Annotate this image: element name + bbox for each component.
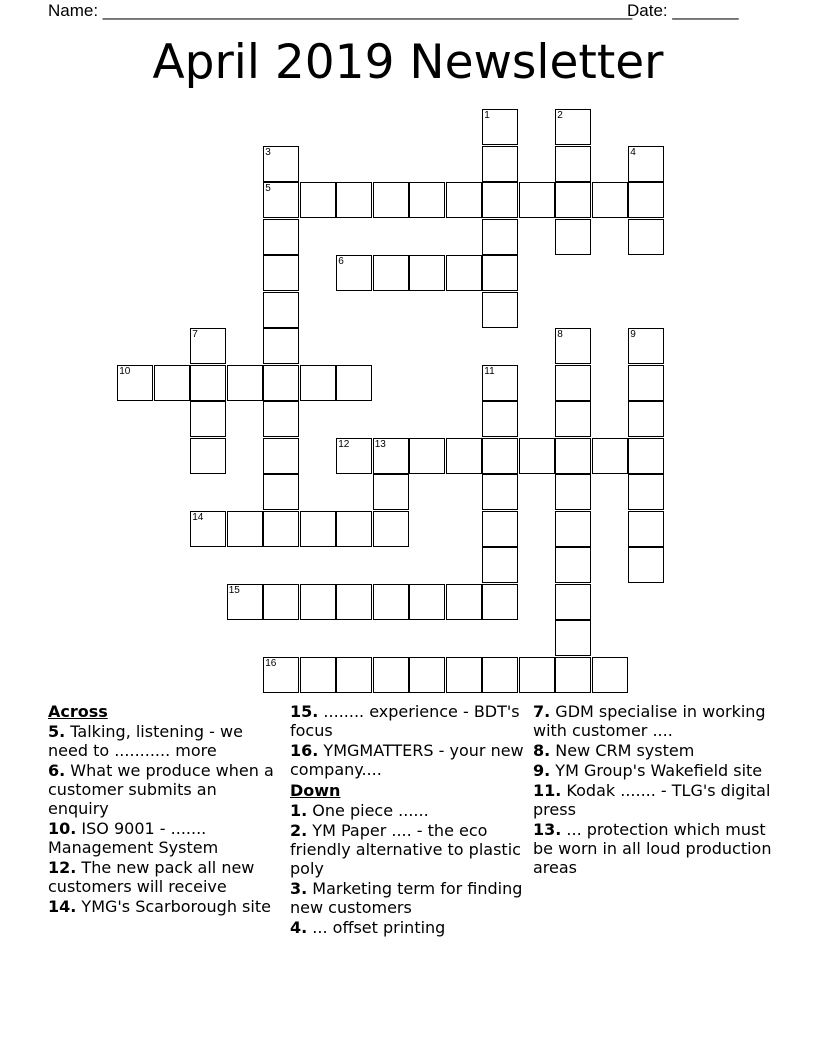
grid-cell[interactable] (482, 547, 518, 583)
name-field: Name: ________________________________________________________ (48, 1, 633, 20)
down-clue-list-continued (533, 702, 783, 877)
page-title: April 2019 Newsletter (152, 35, 664, 90)
down-heading: Down (290, 781, 341, 800)
clue (290, 918, 525, 937)
grid-cell[interactable] (628, 438, 664, 474)
grid-cell[interactable] (263, 146, 299, 182)
clue-number: 2 (557, 110, 563, 122)
grid-cell[interactable] (190, 511, 226, 547)
clue-number-label: 4. (290, 918, 308, 937)
grid-cell[interactable] (373, 657, 409, 693)
clue (48, 819, 280, 857)
grid-cell[interactable] (190, 401, 226, 437)
grid-cell[interactable] (482, 255, 518, 291)
grid-cell[interactable] (519, 438, 555, 474)
date-field: Date: _______ (627, 1, 739, 20)
grid-cell[interactable] (373, 438, 409, 474)
clue-text: New CRM system (550, 741, 695, 760)
grid-cell[interactable] (482, 657, 518, 693)
grid-cell[interactable] (628, 474, 664, 510)
grid-cell[interactable] (555, 547, 591, 583)
grid-cell[interactable] (628, 219, 664, 255)
grid-cell[interactable] (409, 657, 445, 693)
clue (533, 702, 783, 740)
grid-cell[interactable] (555, 438, 591, 474)
clue-number-label: 11. (533, 781, 562, 800)
grid-cell[interactable] (227, 511, 263, 547)
clue-number-label: 13. (533, 820, 562, 839)
grid-cell[interactable] (336, 511, 372, 547)
grid-cell[interactable] (592, 438, 628, 474)
grid-cell[interactable] (519, 657, 555, 693)
grid-cell[interactable] (592, 182, 628, 218)
clue-number-label: 2. (290, 821, 308, 840)
clue-number: 11 (484, 365, 495, 377)
grid-cell[interactable] (227, 584, 263, 620)
grid-cell[interactable] (190, 365, 226, 401)
clue-number: 14 (192, 511, 204, 523)
clue-number-label: 3. (290, 879, 308, 898)
clue (290, 821, 525, 878)
grid-cell[interactable] (628, 401, 664, 437)
clue-number: 13 (374, 438, 386, 450)
clue-text: Kodak ....... - TLG's digital press (533, 781, 771, 819)
grid-cell[interactable] (555, 401, 591, 437)
grid-cell[interactable] (190, 328, 226, 364)
grid-cell[interactable] (190, 438, 226, 474)
grid-cell[interactable] (628, 365, 664, 401)
grid-cell[interactable] (409, 584, 445, 620)
clue-number-label: 10. (48, 819, 77, 838)
clue (533, 761, 783, 780)
grid-cell[interactable] (482, 438, 518, 474)
grid-cell[interactable] (373, 584, 409, 620)
grid-cell[interactable] (628, 547, 664, 583)
grid-cell[interactable] (409, 255, 445, 291)
clue (48, 761, 280, 818)
grid-cell[interactable] (336, 438, 372, 474)
clue-number: 6 (338, 256, 344, 268)
grid-cell[interactable] (373, 182, 409, 218)
across-clue-list-continued (290, 702, 525, 779)
clue-text: YM Paper .... - the eco friendly alternative to plastic poly (290, 821, 521, 878)
clue-text: The new pack all new customers will receive (48, 858, 255, 896)
grid-cell[interactable] (373, 255, 409, 291)
grid-cell[interactable] (519, 182, 555, 218)
clue-text: One piece ...... (307, 801, 429, 820)
grid-cell[interactable] (300, 584, 336, 620)
clues-column-3 (533, 702, 783, 878)
clue-text: ... protection which must be worn in all loud production areas (533, 820, 772, 877)
grid-cell[interactable] (482, 365, 518, 401)
clue (48, 722, 280, 760)
grid-cell[interactable] (154, 365, 190, 401)
grid-cell[interactable] (446, 584, 482, 620)
clue-text: What we produce when a customer submits an enquiry (48, 761, 274, 818)
grid-cell[interactable] (227, 365, 263, 401)
grid-cell[interactable] (446, 182, 482, 218)
grid-cell[interactable] (300, 511, 336, 547)
grid-cell[interactable] (446, 657, 482, 693)
clue-text: ... offset printing (307, 918, 446, 937)
grid-cell[interactable] (482, 292, 518, 328)
clue-number-label: 12. (48, 858, 77, 877)
grid-cell[interactable] (555, 584, 591, 620)
grid-cell[interactable] (409, 438, 445, 474)
clue-number: 5 (265, 183, 271, 195)
grid-cell[interactable] (373, 474, 409, 510)
grid-cell[interactable] (555, 182, 591, 218)
clue-number-label: 16. (290, 741, 319, 760)
clue-text: GDM specialise in working with customer .... (533, 702, 766, 740)
grid-cell[interactable] (446, 255, 482, 291)
clue-number: 16 (265, 657, 277, 669)
across-clue-list (48, 722, 280, 916)
clue-number: 12 (338, 438, 350, 450)
clue-number: 1 (484, 110, 490, 122)
clue-number-label: 7. (533, 702, 551, 721)
grid-cell[interactable] (263, 255, 299, 291)
grid-cell[interactable] (300, 365, 336, 401)
clue-number-label: 9. (533, 761, 551, 780)
grid-cell[interactable] (263, 474, 299, 510)
grid-cell[interactable] (555, 219, 591, 255)
grid-cell[interactable] (336, 255, 372, 291)
grid-cell[interactable] (300, 182, 336, 218)
grid-cell[interactable] (263, 438, 299, 474)
grid-cell[interactable] (263, 219, 299, 255)
grid-cell[interactable] (555, 146, 591, 182)
clue-number-label: 1. (290, 801, 308, 820)
grid-cell[interactable] (555, 511, 591, 547)
clue (533, 820, 783, 877)
grid-cell[interactable] (263, 182, 299, 218)
clue-number: 4 (630, 146, 636, 158)
grid-cell[interactable] (482, 584, 518, 620)
clue-number: 3 (265, 146, 271, 158)
grid-cell[interactable] (482, 401, 518, 437)
clue (290, 879, 525, 917)
grid-cell[interactable] (373, 511, 409, 547)
clue (533, 741, 783, 760)
grid-cell[interactable] (555, 328, 591, 364)
grid-cell[interactable] (446, 438, 482, 474)
grid-cell[interactable] (336, 657, 372, 693)
across-heading: Across (48, 702, 108, 721)
grid-cell[interactable] (263, 657, 299, 693)
grid-cell[interactable] (263, 511, 299, 547)
clue-number-label: 8. (533, 741, 551, 760)
grid-cell[interactable] (409, 182, 445, 218)
grid-cell[interactable] (300, 657, 336, 693)
clues-column-1 (48, 700, 280, 917)
grid-cell[interactable] (336, 365, 372, 401)
grid-cell[interactable] (482, 146, 518, 182)
clue (290, 741, 525, 779)
grid-cell[interactable] (482, 219, 518, 255)
grid-cell[interactable] (336, 182, 372, 218)
clue-text: ISO 9001 - ....... Management System (48, 819, 219, 857)
clue-text: Talking, listening - we need to ........... more (48, 722, 243, 760)
grid-cell[interactable] (482, 511, 518, 547)
clue-number-label: 14. (48, 897, 77, 916)
clue (48, 858, 280, 896)
grid-cell[interactable] (482, 109, 518, 145)
grid-cell[interactable] (628, 328, 664, 364)
clue-number-label: 6. (48, 761, 66, 780)
grid-cell[interactable] (555, 657, 591, 693)
clue-text: ........ experience - BDT's focus (290, 702, 520, 740)
grid-cell[interactable] (555, 109, 591, 145)
clue-text: YMG's Scarborough site (76, 897, 271, 916)
grid-cell[interactable] (263, 365, 299, 401)
grid-cell[interactable] (263, 584, 299, 620)
clue-number-label: 15. (290, 702, 319, 721)
clue-number: 15 (228, 584, 240, 596)
grid-cell[interactable] (482, 182, 518, 218)
clue (290, 702, 525, 740)
clue-number: 8 (557, 329, 563, 341)
grid-cell[interactable] (628, 511, 664, 547)
grid-cell[interactable] (263, 292, 299, 328)
clue-number: 9 (630, 329, 636, 341)
clue-text: YMGMATTERS - your new company.... (290, 741, 524, 779)
clue-number: 10 (119, 365, 131, 377)
grid-cell[interactable] (628, 146, 664, 182)
grid-cell[interactable] (555, 474, 591, 510)
clue-text: Marketing term for finding new customers (290, 879, 523, 917)
grid-cell[interactable] (555, 620, 591, 656)
clue (533, 781, 783, 819)
grid-cell[interactable] (482, 474, 518, 510)
clue-number-label: 5. (48, 722, 66, 741)
clue-number: 7 (192, 329, 198, 341)
grid-cell[interactable] (117, 365, 153, 401)
grid-cell[interactable] (555, 365, 591, 401)
grid-cell[interactable] (628, 182, 664, 218)
clue (48, 897, 280, 916)
down-clue-list (290, 801, 525, 937)
grid-cell[interactable] (263, 328, 299, 364)
clue-text: YM Group's Wakefield site (550, 761, 763, 780)
grid-cell[interactable] (592, 657, 628, 693)
grid-cell[interactable] (336, 584, 372, 620)
clues-column-2 (290, 702, 525, 938)
grid-cell[interactable] (263, 401, 299, 437)
clue (290, 801, 525, 820)
